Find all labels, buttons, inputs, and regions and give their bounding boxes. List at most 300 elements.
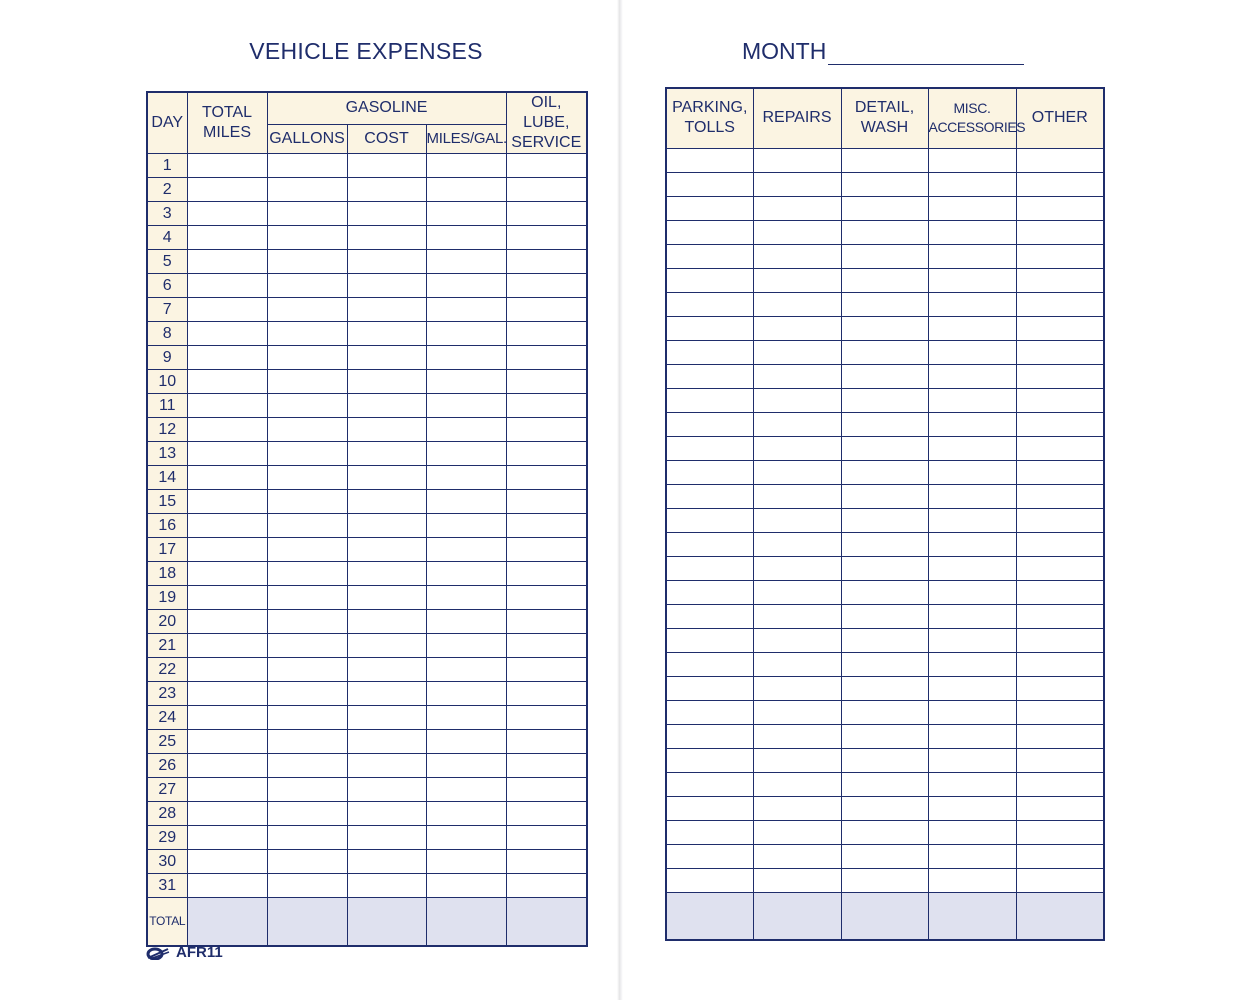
entry-cell[interactable] [506, 826, 587, 850]
entry-cell[interactable] [347, 178, 426, 202]
entry-cell[interactable] [267, 610, 347, 634]
entry-cell[interactable] [267, 850, 347, 874]
entry-cell[interactable] [928, 196, 1016, 220]
entry-cell[interactable] [267, 370, 347, 394]
entry-cell[interactable] [1016, 196, 1104, 220]
entry-cell[interactable] [841, 556, 928, 580]
entry-cell[interactable] [187, 586, 267, 610]
entry-cell[interactable] [753, 652, 841, 676]
entry-cell[interactable] [753, 244, 841, 268]
entry-cell[interactable] [753, 388, 841, 412]
entry-cell[interactable] [347, 730, 426, 754]
total-cell[interactable] [1016, 892, 1104, 940]
entry-cell[interactable] [267, 562, 347, 586]
entry-cell[interactable] [841, 268, 928, 292]
entry-cell[interactable] [1016, 652, 1104, 676]
entry-cell[interactable] [928, 460, 1016, 484]
entry-cell[interactable] [347, 754, 426, 778]
entry-cell[interactable] [347, 826, 426, 850]
entry-cell[interactable] [666, 244, 753, 268]
entry-cell[interactable] [666, 556, 753, 580]
entry-cell[interactable] [928, 652, 1016, 676]
entry-cell[interactable] [426, 250, 506, 274]
entry-cell[interactable] [753, 868, 841, 892]
entry-cell[interactable] [1016, 676, 1104, 700]
entry-cell[interactable] [187, 178, 267, 202]
entry-cell[interactable] [347, 370, 426, 394]
entry-cell[interactable] [347, 610, 426, 634]
entry-cell[interactable] [267, 154, 347, 178]
entry-cell[interactable] [841, 436, 928, 460]
entry-cell[interactable] [187, 202, 267, 226]
entry-cell[interactable] [666, 532, 753, 556]
entry-cell[interactable] [928, 868, 1016, 892]
entry-cell[interactable] [187, 874, 267, 898]
entry-cell[interactable] [347, 802, 426, 826]
entry-cell[interactable] [426, 778, 506, 802]
entry-cell[interactable] [187, 562, 267, 586]
entry-cell[interactable] [426, 538, 506, 562]
entry-cell[interactable] [841, 244, 928, 268]
entry-cell[interactable] [1016, 484, 1104, 508]
entry-cell[interactable] [187, 754, 267, 778]
entry-cell[interactable] [753, 580, 841, 604]
entry-cell[interactable] [426, 274, 506, 298]
entry-cell[interactable] [666, 676, 753, 700]
entry-cell[interactable] [506, 250, 587, 274]
entry-cell[interactable] [753, 220, 841, 244]
entry-cell[interactable] [506, 346, 587, 370]
entry-cell[interactable] [187, 418, 267, 442]
entry-cell[interactable] [928, 532, 1016, 556]
entry-cell[interactable] [267, 322, 347, 346]
entry-cell[interactable] [187, 490, 267, 514]
entry-cell[interactable] [347, 466, 426, 490]
entry-cell[interactable] [841, 748, 928, 772]
entry-cell[interactable] [267, 490, 347, 514]
entry-cell[interactable] [267, 202, 347, 226]
entry-cell[interactable] [666, 196, 753, 220]
entry-cell[interactable] [753, 148, 841, 172]
entry-cell[interactable] [1016, 700, 1104, 724]
entry-cell[interactable] [928, 412, 1016, 436]
entry-cell[interactable] [753, 412, 841, 436]
entry-cell[interactable] [426, 370, 506, 394]
entry-cell[interactable] [426, 706, 506, 730]
entry-cell[interactable] [928, 388, 1016, 412]
entry-cell[interactable] [347, 562, 426, 586]
entry-cell[interactable] [426, 826, 506, 850]
entry-cell[interactable] [1016, 532, 1104, 556]
entry-cell[interactable] [841, 220, 928, 244]
entry-cell[interactable] [1016, 220, 1104, 244]
entry-cell[interactable] [267, 634, 347, 658]
entry-cell[interactable] [187, 538, 267, 562]
entry-cell[interactable] [506, 370, 587, 394]
entry-cell[interactable] [187, 610, 267, 634]
entry-cell[interactable] [267, 874, 347, 898]
entry-cell[interactable] [841, 340, 928, 364]
entry-cell[interactable] [506, 802, 587, 826]
entry-cell[interactable] [753, 844, 841, 868]
entry-cell[interactable] [841, 196, 928, 220]
entry-cell[interactable] [928, 484, 1016, 508]
entry-cell[interactable] [928, 628, 1016, 652]
entry-cell[interactable] [666, 172, 753, 196]
entry-cell[interactable] [928, 244, 1016, 268]
entry-cell[interactable] [1016, 556, 1104, 580]
entry-cell[interactable] [187, 778, 267, 802]
entry-cell[interactable] [1016, 796, 1104, 820]
entry-cell[interactable] [666, 220, 753, 244]
entry-cell[interactable] [928, 268, 1016, 292]
entry-cell[interactable] [426, 202, 506, 226]
entry-cell[interactable] [666, 292, 753, 316]
entry-cell[interactable] [841, 388, 928, 412]
entry-cell[interactable] [187, 226, 267, 250]
entry-cell[interactable] [347, 658, 426, 682]
entry-cell[interactable] [347, 250, 426, 274]
entry-cell[interactable] [506, 754, 587, 778]
entry-cell[interactable] [928, 292, 1016, 316]
entry-cell[interactable] [841, 796, 928, 820]
total-cell[interactable] [506, 898, 587, 946]
entry-cell[interactable] [841, 292, 928, 316]
entry-cell[interactable] [426, 346, 506, 370]
entry-cell[interactable] [267, 754, 347, 778]
entry-cell[interactable] [347, 274, 426, 298]
entry-cell[interactable] [187, 634, 267, 658]
entry-cell[interactable] [267, 178, 347, 202]
entry-cell[interactable] [426, 322, 506, 346]
total-cell[interactable] [347, 898, 426, 946]
entry-cell[interactable] [426, 490, 506, 514]
entry-cell[interactable] [267, 538, 347, 562]
entry-cell[interactable] [1016, 292, 1104, 316]
entry-cell[interactable] [187, 298, 267, 322]
entry-cell[interactable] [666, 268, 753, 292]
entry-cell[interactable] [506, 706, 587, 730]
entry-cell[interactable] [666, 652, 753, 676]
entry-cell[interactable] [841, 676, 928, 700]
entry-cell[interactable] [506, 274, 587, 298]
entry-cell[interactable] [187, 826, 267, 850]
entry-cell[interactable] [841, 364, 928, 388]
entry-cell[interactable] [928, 556, 1016, 580]
entry-cell[interactable] [267, 418, 347, 442]
entry-cell[interactable] [267, 658, 347, 682]
entry-cell[interactable] [1016, 772, 1104, 796]
entry-cell[interactable] [267, 298, 347, 322]
entry-cell[interactable] [267, 514, 347, 538]
entry-cell[interactable] [426, 442, 506, 466]
entry-cell[interactable] [187, 154, 267, 178]
entry-cell[interactable] [666, 796, 753, 820]
entry-cell[interactable] [426, 610, 506, 634]
entry-cell[interactable] [426, 178, 506, 202]
entry-cell[interactable] [187, 730, 267, 754]
entry-cell[interactable] [753, 628, 841, 652]
entry-cell[interactable] [666, 508, 753, 532]
entry-cell[interactable] [506, 658, 587, 682]
entry-cell[interactable] [666, 436, 753, 460]
entry-cell[interactable] [187, 706, 267, 730]
entry-cell[interactable] [506, 178, 587, 202]
entry-cell[interactable] [753, 340, 841, 364]
entry-cell[interactable] [841, 772, 928, 796]
entry-cell[interactable] [426, 754, 506, 778]
entry-cell[interactable] [753, 364, 841, 388]
entry-cell[interactable] [426, 514, 506, 538]
entry-cell[interactable] [267, 274, 347, 298]
entry-cell[interactable] [841, 148, 928, 172]
entry-cell[interactable] [347, 586, 426, 610]
entry-cell[interactable] [187, 346, 267, 370]
entry-cell[interactable] [666, 820, 753, 844]
entry-cell[interactable] [426, 586, 506, 610]
entry-cell[interactable] [347, 706, 426, 730]
entry-cell[interactable] [347, 874, 426, 898]
entry-cell[interactable] [753, 292, 841, 316]
entry-cell[interactable] [347, 538, 426, 562]
entry-cell[interactable] [841, 532, 928, 556]
entry-cell[interactable] [267, 442, 347, 466]
entry-cell[interactable] [187, 274, 267, 298]
entry-cell[interactable] [506, 418, 587, 442]
entry-cell[interactable] [347, 202, 426, 226]
entry-cell[interactable] [753, 196, 841, 220]
entry-cell[interactable] [666, 484, 753, 508]
entry-cell[interactable] [841, 484, 928, 508]
entry-cell[interactable] [753, 748, 841, 772]
total-cell[interactable] [841, 892, 928, 940]
entry-cell[interactable] [666, 628, 753, 652]
entry-cell[interactable] [426, 874, 506, 898]
entry-cell[interactable] [506, 226, 587, 250]
entry-cell[interactable] [928, 316, 1016, 340]
entry-cell[interactable] [506, 202, 587, 226]
entry-cell[interactable] [506, 394, 587, 418]
entry-cell[interactable] [1016, 148, 1104, 172]
entry-cell[interactable] [426, 418, 506, 442]
entry-cell[interactable] [928, 340, 1016, 364]
entry-cell[interactable] [928, 700, 1016, 724]
entry-cell[interactable] [666, 412, 753, 436]
entry-cell[interactable] [753, 796, 841, 820]
entry-cell[interactable] [1016, 748, 1104, 772]
entry-cell[interactable] [426, 562, 506, 586]
entry-cell[interactable] [753, 508, 841, 532]
entry-cell[interactable] [1016, 604, 1104, 628]
entry-cell[interactable] [267, 394, 347, 418]
entry-cell[interactable] [347, 490, 426, 514]
entry-cell[interactable] [1016, 724, 1104, 748]
entry-cell[interactable] [347, 778, 426, 802]
entry-cell[interactable] [666, 844, 753, 868]
entry-cell[interactable] [841, 844, 928, 868]
entry-cell[interactable] [928, 724, 1016, 748]
month-input-line[interactable] [828, 42, 1024, 65]
entry-cell[interactable] [841, 700, 928, 724]
entry-cell[interactable] [666, 460, 753, 484]
entry-cell[interactable] [841, 724, 928, 748]
entry-cell[interactable] [426, 730, 506, 754]
entry-cell[interactable] [1016, 436, 1104, 460]
entry-cell[interactable] [928, 220, 1016, 244]
entry-cell[interactable] [267, 826, 347, 850]
entry-cell[interactable] [426, 466, 506, 490]
total-cell[interactable] [753, 892, 841, 940]
entry-cell[interactable] [666, 724, 753, 748]
entry-cell[interactable] [666, 316, 753, 340]
entry-cell[interactable] [506, 442, 587, 466]
entry-cell[interactable] [347, 346, 426, 370]
entry-cell[interactable] [267, 706, 347, 730]
total-cell[interactable] [267, 898, 347, 946]
entry-cell[interactable] [1016, 820, 1104, 844]
entry-cell[interactable] [753, 700, 841, 724]
entry-cell[interactable] [1016, 172, 1104, 196]
entry-cell[interactable] [506, 466, 587, 490]
entry-cell[interactable] [928, 148, 1016, 172]
entry-cell[interactable] [506, 514, 587, 538]
entry-cell[interactable] [506, 682, 587, 706]
entry-cell[interactable] [666, 388, 753, 412]
entry-cell[interactable] [841, 412, 928, 436]
entry-cell[interactable] [841, 604, 928, 628]
entry-cell[interactable] [753, 556, 841, 580]
entry-cell[interactable] [426, 682, 506, 706]
total-cell[interactable] [187, 898, 267, 946]
entry-cell[interactable] [753, 772, 841, 796]
entry-cell[interactable] [426, 634, 506, 658]
entry-cell[interactable] [753, 460, 841, 484]
entry-cell[interactable] [1016, 628, 1104, 652]
entry-cell[interactable] [928, 796, 1016, 820]
entry-cell[interactable] [928, 604, 1016, 628]
entry-cell[interactable] [267, 682, 347, 706]
entry-cell[interactable] [426, 226, 506, 250]
entry-cell[interactable] [267, 346, 347, 370]
total-cell[interactable] [666, 892, 753, 940]
entry-cell[interactable] [347, 418, 426, 442]
entry-cell[interactable] [187, 466, 267, 490]
entry-cell[interactable] [1016, 508, 1104, 532]
entry-cell[interactable] [841, 172, 928, 196]
entry-cell[interactable] [753, 676, 841, 700]
entry-cell[interactable] [928, 748, 1016, 772]
entry-cell[interactable] [1016, 268, 1104, 292]
entry-cell[interactable] [928, 580, 1016, 604]
entry-cell[interactable] [841, 628, 928, 652]
entry-cell[interactable] [1016, 412, 1104, 436]
entry-cell[interactable] [187, 850, 267, 874]
entry-cell[interactable] [841, 652, 928, 676]
entry-cell[interactable] [753, 820, 841, 844]
entry-cell[interactable] [426, 658, 506, 682]
entry-cell[interactable] [187, 682, 267, 706]
total-cell[interactable] [426, 898, 506, 946]
entry-cell[interactable] [1016, 580, 1104, 604]
entry-cell[interactable] [347, 322, 426, 346]
entry-cell[interactable] [506, 298, 587, 322]
entry-cell[interactable] [1016, 244, 1104, 268]
entry-cell[interactable] [187, 442, 267, 466]
entry-cell[interactable] [506, 154, 587, 178]
entry-cell[interactable] [753, 316, 841, 340]
entry-cell[interactable] [928, 364, 1016, 388]
total-cell[interactable] [928, 892, 1016, 940]
entry-cell[interactable] [347, 226, 426, 250]
entry-cell[interactable] [666, 772, 753, 796]
entry-cell[interactable] [187, 322, 267, 346]
entry-cell[interactable] [347, 634, 426, 658]
entry-cell[interactable] [928, 436, 1016, 460]
entry-cell[interactable] [506, 778, 587, 802]
entry-cell[interactable] [928, 508, 1016, 532]
entry-cell[interactable] [187, 514, 267, 538]
entry-cell[interactable] [506, 634, 587, 658]
entry-cell[interactable] [506, 586, 587, 610]
entry-cell[interactable] [841, 316, 928, 340]
entry-cell[interactable] [1016, 364, 1104, 388]
entry-cell[interactable] [841, 460, 928, 484]
entry-cell[interactable] [666, 700, 753, 724]
entry-cell[interactable] [666, 748, 753, 772]
entry-cell[interactable] [187, 658, 267, 682]
entry-cell[interactable] [347, 442, 426, 466]
entry-cell[interactable] [753, 484, 841, 508]
entry-cell[interactable] [666, 340, 753, 364]
entry-cell[interactable] [753, 436, 841, 460]
entry-cell[interactable] [506, 730, 587, 754]
entry-cell[interactable] [928, 172, 1016, 196]
entry-cell[interactable] [1016, 844, 1104, 868]
entry-cell[interactable] [506, 562, 587, 586]
entry-cell[interactable] [1016, 388, 1104, 412]
entry-cell[interactable] [506, 490, 587, 514]
entry-cell[interactable] [187, 370, 267, 394]
entry-cell[interactable] [347, 682, 426, 706]
entry-cell[interactable] [426, 802, 506, 826]
entry-cell[interactable] [267, 778, 347, 802]
entry-cell[interactable] [666, 868, 753, 892]
entry-cell[interactable] [426, 154, 506, 178]
entry-cell[interactable] [506, 610, 587, 634]
entry-cell[interactable] [841, 508, 928, 532]
entry-cell[interactable] [347, 154, 426, 178]
entry-cell[interactable] [267, 226, 347, 250]
entry-cell[interactable] [347, 514, 426, 538]
entry-cell[interactable] [506, 322, 587, 346]
entry-cell[interactable] [1016, 868, 1104, 892]
entry-cell[interactable] [753, 172, 841, 196]
entry-cell[interactable] [928, 844, 1016, 868]
entry-cell[interactable] [1016, 340, 1104, 364]
entry-cell[interactable] [841, 868, 928, 892]
entry-cell[interactable] [267, 730, 347, 754]
entry-cell[interactable] [506, 874, 587, 898]
entry-cell[interactable] [267, 586, 347, 610]
entry-cell[interactable] [347, 298, 426, 322]
entry-cell[interactable] [666, 580, 753, 604]
entry-cell[interactable] [506, 850, 587, 874]
entry-cell[interactable] [426, 394, 506, 418]
entry-cell[interactable] [928, 772, 1016, 796]
entry-cell[interactable] [841, 820, 928, 844]
entry-cell[interactable] [666, 148, 753, 172]
entry-cell[interactable] [267, 250, 347, 274]
